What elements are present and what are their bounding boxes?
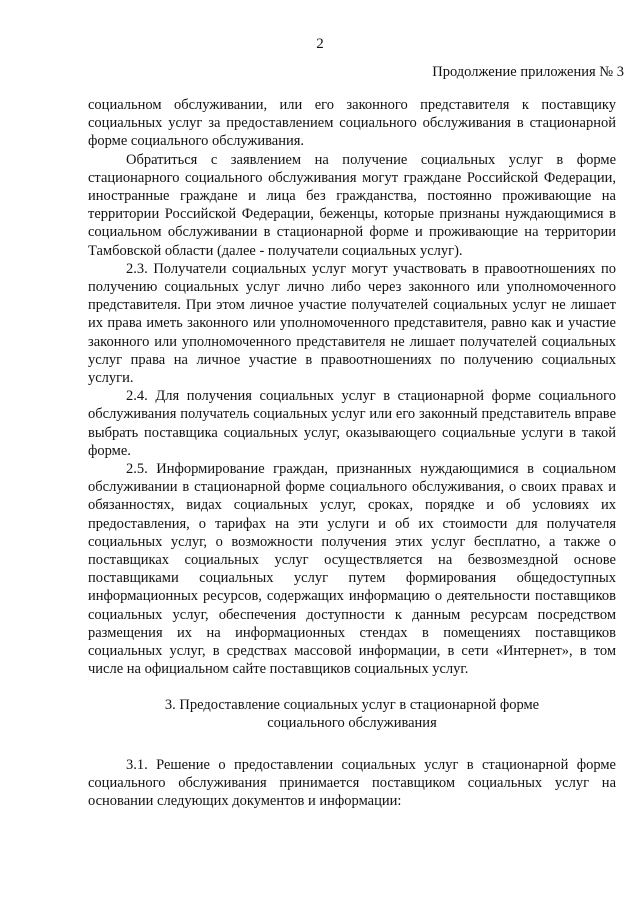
section-heading-line-1: 3. Предоставление социальных услуг в стационарной форме [164,696,540,713]
paragraph-continuation: социальном обслуживании, или его законного представителя к поставщику социальных услуг за предоставлением социального обслуживания в стационарной форме социального обслуживания. [88,97,616,150]
section-heading-line-2: социального обслуживания [267,714,437,731]
paragraph-2-3: 2.3. Получатели социальных услуг могут участвовать в правоотношениях по получению социальных услуг лично либо через законного или уполномоченного представителя. При этом личное участие получателей социальных услуг не лишает их права иметь законного или уполномоченного представителя, равно как и участие законного или уполномоченного представителя не лишает получателей социальных услуг права на личное участие в правоотношениях по получению социальных услуги. [88,260,616,387]
page-number: 2 [316,36,324,52]
document-body [88,96,616,811]
paragraph-3-1: 3.1. Решение о предоставлении социальных услуг в стационарной форме социального обслуживания принимается поставщиком социальных услуг на основании следующих документов и информации: [88,756,616,810]
paragraph-applicants: Обратиться с заявлением на получение социальных услуг в форме стационарного социального обслуживания могут граждане Российской Федерации, иностранные граждане и лица без гражданства, постоянно проживающие на территории Российской Федерации, беженцы, которые признаны нуждающимися в социальном обслуживании в стационарной форме и проживающие на территории Тамбовской области (далее - получатели социальных услуг). [88,151,616,259]
paragraph-2-5: 2.5. Информирование граждан, признанных нуждающимися в социальном обслуживании в стационарной форме социального обслуживания, о своих правах и обязанностях, видах социальных услуг, сроках, порядке и об условиях их предоставления, о тарифах на эти услуги и об их стоимости для получателя социальных услуг, о возможности получения этих услуг бесплатно, а также о поставщиках социальных услуг осуществляется на безвозмездной основе поставщиками социальных услуг путем формирования общедоступных информационных ресурсов, содержащих информацию о деятельности поставщиков социальных услуг, обеспечения доступности к данным ресурсам посредством размещения их на информационных стендах в помещениях поставщиков социальных услуг, в средствах массовой информации, в сети «Интернет», в том числе на официальном сайте поставщиков социальных услуг. [88,461,616,678]
section-3-heading [88,696,616,732]
paragraph-2-4: 2.4. Для получения социальных услуг в стационарной форме социального обслуживания получатель социальных услуг или его законный представитель вправе выбрать поставщика социальных услуг, оказывающего социальные услуги в такой форме. [88,388,616,459]
appendix-continuation-note: Продолжение приложения № 3 [432,64,624,80]
